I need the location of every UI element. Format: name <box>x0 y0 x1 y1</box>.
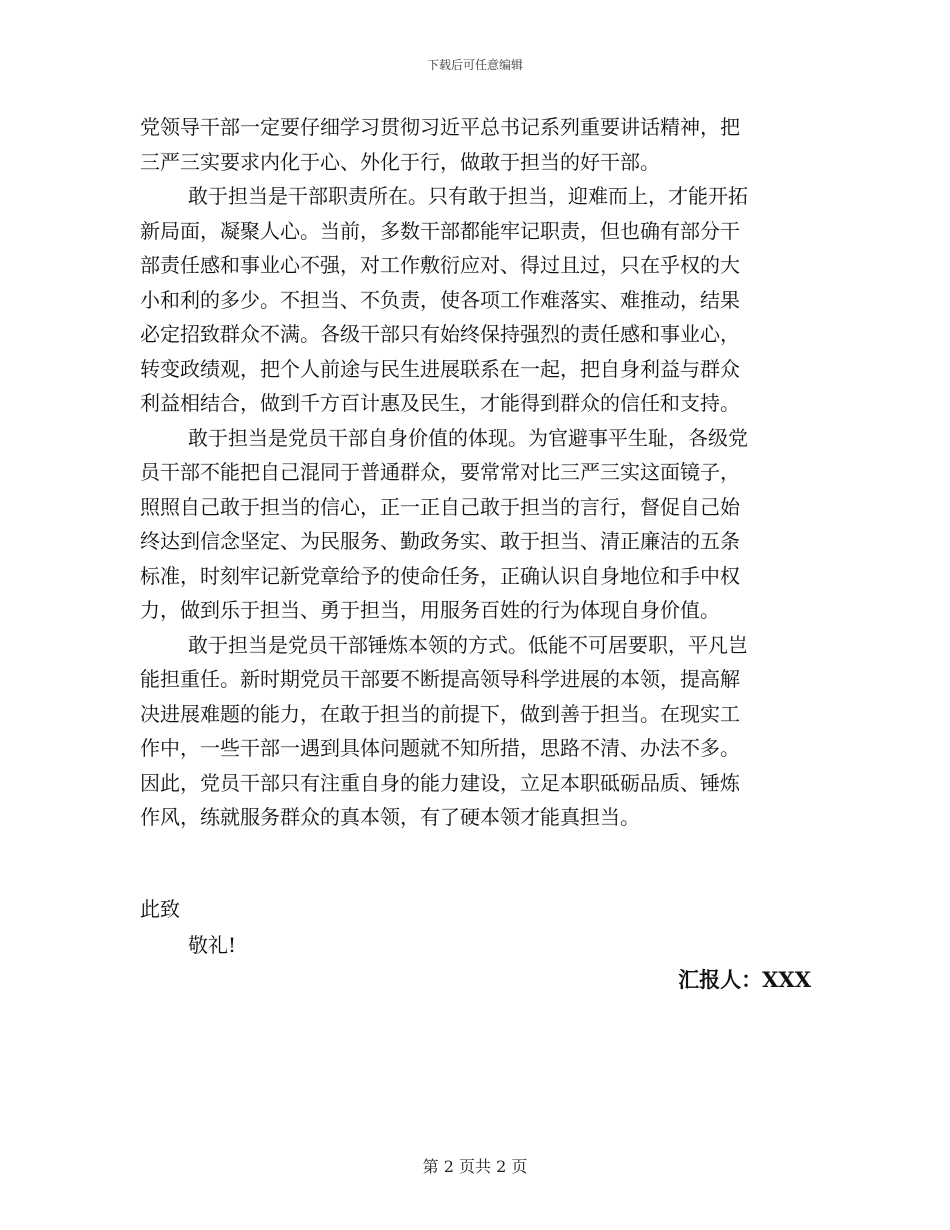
body-line: 小和利的多少。不担当、不负责，使各项工作难落实、难推动，结果 <box>140 287 740 312</box>
page-footer: 第 2 页共 2 页 <box>422 1157 528 1176</box>
body-line: 党领导干部一定要仔细学习贯彻习近平总书记系列重要讲话精神，把 <box>140 115 740 139</box>
body-line: 能担重任。新时期党员干部要不断提高领导科学进展的本领，提高解 <box>140 667 740 691</box>
body-line: 标准，时刻牢记新党章给予的使命任务，正确认识自身地位和手中权 <box>140 563 740 588</box>
body-line: 照照自己敢于担当的信心，正一正自己敢于担当的言行，督促自己始 <box>140 494 740 519</box>
body-line: 作风，练就服务群众的真本领，有了硬本领才能真担当。 <box>140 805 640 829</box>
body-line: 转变政绩观，把个人前途与民生进展联系在一起，把自身利益与群众 <box>140 356 740 381</box>
paragraph-start-line: 敢于担当是干部职责所在。只有敢于担当，迎难而上，才能开拓 <box>188 184 748 208</box>
letter-body <box>140 110 820 835</box>
body-line: 员干部不能把自己混同于普通群众，要常常对比三严三实这面镜子， <box>140 460 740 484</box>
body-line: 终达到信念坚定、为民服务、勤政务实、敢于担当、清正廉洁的五条 <box>140 529 740 553</box>
paragraph-start-line: 敢于担当是党员干部自身价值的体现。为官避事平生耻，各级党 <box>188 425 748 450</box>
body-line: 因此，党员干部只有注重自身的能力建设，立足本职砥砺品质、锤炼 <box>140 770 740 795</box>
body-line: 三严三实要求内化于心、外化于行，做敢于担当的好干部。 <box>140 149 660 174</box>
signature: 汇报人：XXX <box>678 967 811 992</box>
body-line: 力，做到乐于担当、勇于担当，用服务百姓的行为体现自身价值。 <box>140 598 720 622</box>
body-line: 作中，一些干部一遇到具体问题就不知所措，思路不清、办法不多。 <box>140 736 740 760</box>
closing-regards: 敬礼! <box>188 933 237 957</box>
body-line: 新局面，凝聚人心。当前，多数干部都能牢记职责，但也确有部分干 <box>140 218 740 243</box>
body-line: 决进展难题的能力，在敢于担当的前提下，做到善于担当。在现实工 <box>140 701 740 726</box>
paragraph-start-line: 敢于担当是党员干部锤炼本领的方式。低能不可居要职，平凡岂 <box>188 632 748 657</box>
body-line: 部责任感和事业心不强，对工作敷衍应对、得过且过，只在乎权的大 <box>140 253 740 277</box>
body-line: 利益相结合，做到千方百计惠及民生，才能得到群众的信任和支持。 <box>140 391 740 415</box>
body-line: 必定招致群众不满。各级干部只有始终保持强烈的责任感和事业心， <box>140 322 740 346</box>
closing-greeting: 此致 <box>140 897 180 921</box>
page-header: 下载后可任意编辑 <box>426 58 523 72</box>
